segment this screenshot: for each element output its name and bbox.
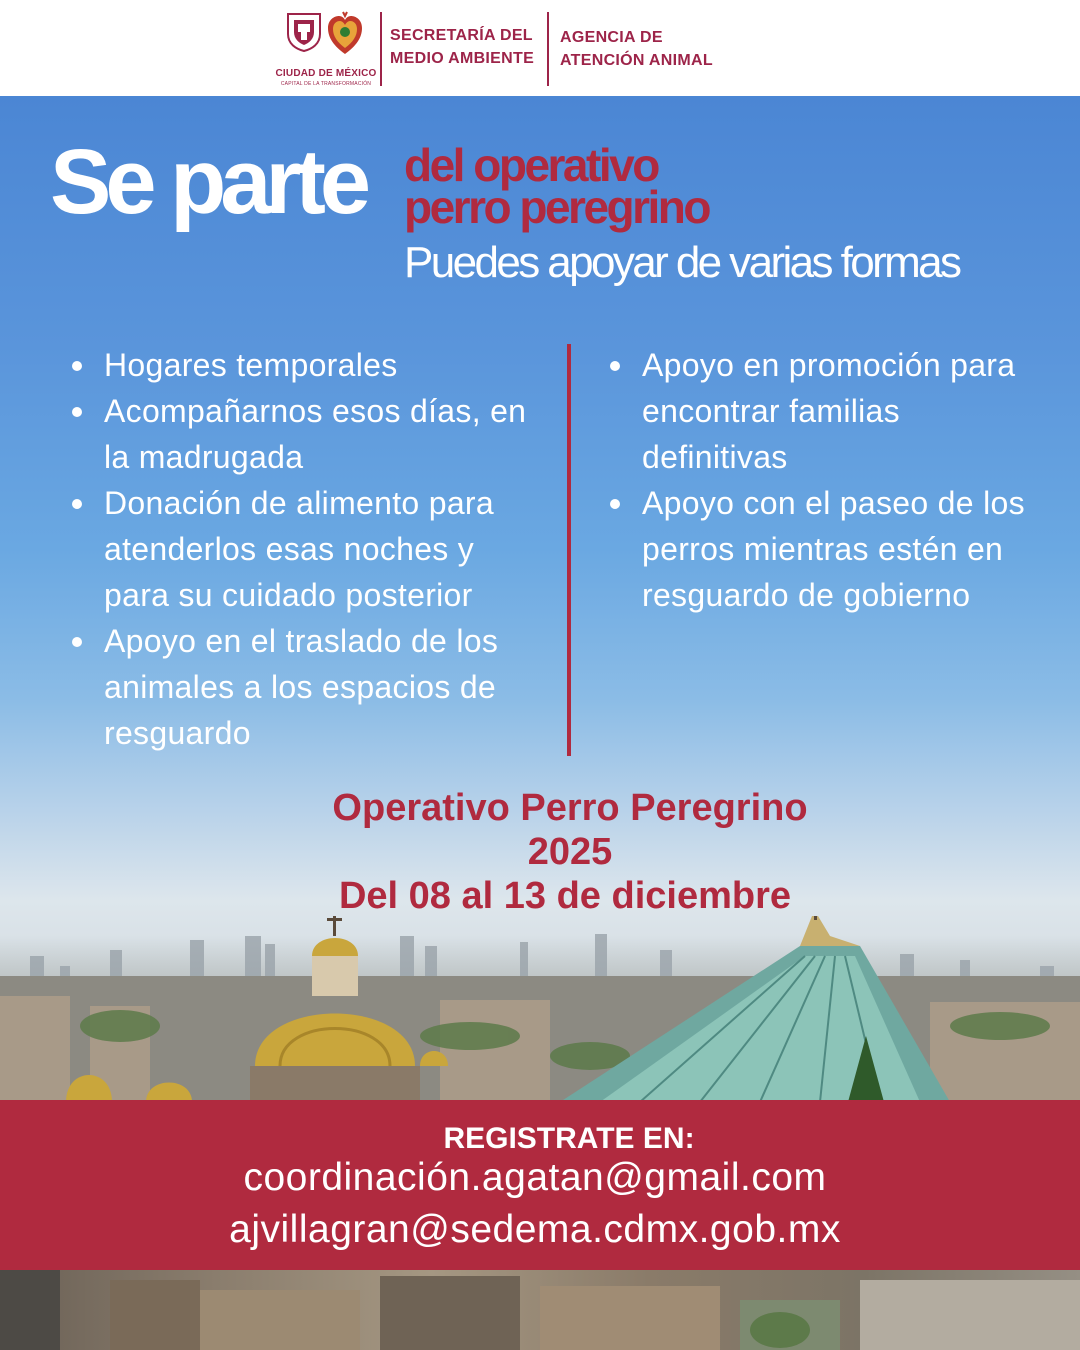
ways-list-left: [66, 342, 546, 756]
plaza-image: [0, 1270, 1080, 1350]
list-item: Apoyo en el traslado de los animales a los espacios de resguardo: [66, 618, 546, 756]
list-item: Acompañarnos esos días, en la madrugada: [66, 388, 546, 480]
list-item: Apoyo con el paseo de los perros mientras estén en resguardo de gobierno: [604, 480, 1044, 618]
agencia-line-2: ATENCIÓN ANIMAL: [560, 52, 713, 69]
title-main: Se parte: [50, 131, 366, 233]
column-divider: [567, 344, 571, 756]
email-link-1[interactable]: coordinación.agatan@gmail.com: [243, 1156, 827, 1199]
list-item: Apoyo en promoción para encontrar familias definitivas: [604, 342, 1044, 480]
register-band: [0, 1100, 1080, 1270]
ways-list-right: [604, 342, 1044, 618]
coat-of-arms-icon: [286, 12, 322, 52]
title-red-line-1: del operativo: [404, 139, 658, 191]
header-bar: [0, 0, 1080, 96]
list-item: Hogares temporales: [66, 342, 546, 388]
event-info: [0, 786, 1080, 918]
subtitle: Puedes apoyar de varias formas: [404, 238, 960, 287]
secretaria-label: [390, 24, 534, 70]
cdmx-name: CIUDAD DE MÉXICO: [275, 68, 377, 79]
cdmx-logo: [274, 10, 378, 90]
title-red-line-2: perro peregrino: [404, 181, 710, 233]
event-dates: Del 08 al 13 de diciembre: [338, 875, 791, 917]
register-label: REGISTRATE EN:: [443, 1122, 695, 1155]
bottom-photo-strip: [0, 1270, 1080, 1350]
event-name: Operativo Perro Peregrino: [332, 787, 808, 829]
hero-section: [0, 96, 1080, 1102]
email-link-2[interactable]: ajvillagran@sedema.cdmx.gob.mx: [229, 1208, 841, 1251]
agencia-label: [560, 26, 713, 72]
secretaria-line-1: SECRETARÍA DEL: [390, 27, 533, 44]
cdmx-tagline: CAPITAL DE LA TRANSFORMACIÓN: [280, 81, 372, 87]
header-divider: [380, 12, 382, 86]
heart-emblem-icon: [326, 10, 364, 56]
header-divider: [547, 12, 549, 86]
city-skyline-image: [0, 916, 1080, 1102]
event-year: 2025: [527, 831, 613, 873]
list-item: Donación de alimento para atenderlos esas noches y para su cuidado posterior: [66, 480, 546, 618]
secretaria-line-2: MEDIO AMBIENTE: [390, 50, 535, 67]
agencia-line-1: AGENCIA DE: [560, 29, 663, 46]
